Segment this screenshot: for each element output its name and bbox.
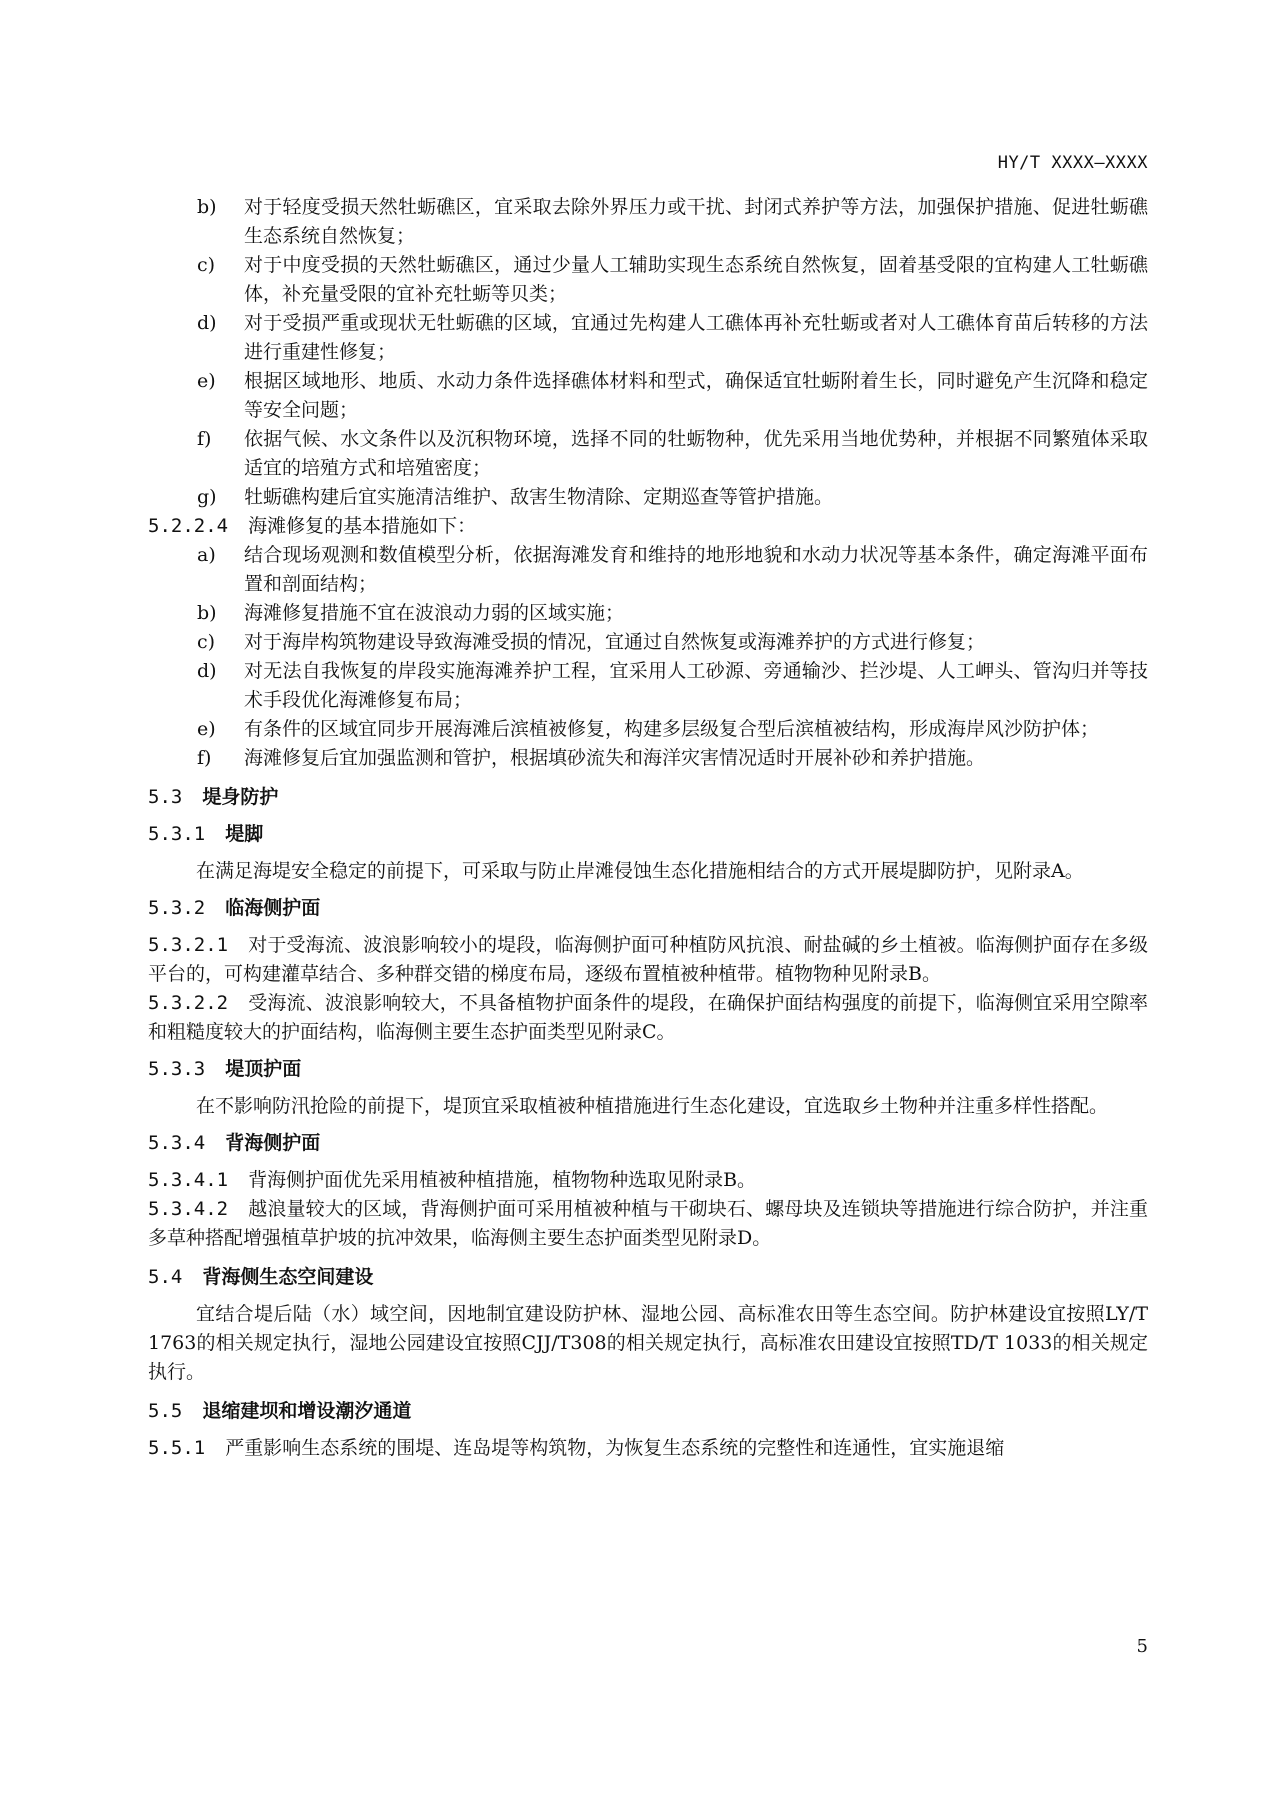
section-heading-5-4: 5.4 背海侧生态空间建设 <box>148 1266 374 1288</box>
list-item: b) 海滩修复措施不宜在波浪动力弱的区域实施； <box>197 602 625 624</box>
paragraph-5-3-3: 在不影响防汛抢险的前提下，堤顶宜采取植被种植措施进行生态化建设，宜选取乡土物种并注重多样性搭配。 <box>196 1095 1109 1117</box>
list-item: b) 对于轻度受损天然牡蛎礁区，宜采取去除外界压力或干扰、封闭式养护等方法，加强保护措施、促进牡蛎礁生态系统自然恢复； <box>197 196 1148 247</box>
list-item: c) 对于海岸构筑物建设导致海滩受损的情况，宜通过自然恢复或海滩养护的方式进行修复； <box>197 631 986 653</box>
list-item: e) 有条件的区域宜同步开展海滩后滨植被修复，构建多层级复合型后滨植被结构，形成海岸风沙防护体； <box>197 718 1100 740</box>
page-number: 5 <box>1136 1636 1148 1657</box>
paragraph-5-4: 宜结合堤后陆（水）域空间，因地制宜建设防护林、湿地公园、高标准农田等生态空间。防护林建设宜按照LY/T 1763的相关规定执行，湿地公园建设宜按照CJJ/T308的相关规定执行，高标准农田建设宜按照TD/T 1033的相关规定执行。 <box>148 1303 1148 1383</box>
oyster-reef-list <box>148 193 1148 512</box>
list-item: f) 海滩修复后宜加强监测和管护，根据填砂流失和海洋灾害情况适时开展补砂和养护措施。 <box>197 747 986 769</box>
clause-5-3-4-2: 5.3.4.2 越浪量较大的区域，背海侧护面可采用植被种植与干砌块石、螺母块及连锁块等措施进行综合防护，并注重多草种搭配增强植草护坡的抗冲效果，临海侧主要生态护面类型见附录D。 <box>148 1198 1148 1249</box>
beach-restoration-list <box>148 541 1148 773</box>
paragraph-5-3-1: 在满足海堤安全稳定的前提下，可采取与防止岸滩侵蚀生态化措施相结合的方式开展堤脚防护，见附录A。 <box>196 860 1084 882</box>
list-item: g) 牡蛎礁构建后宜实施清洁维护、敌害生物清除、定期巡查等管护措施。 <box>197 486 834 508</box>
clause-5-3-4-1: 5.3.4.1 背海侧护面优先采用植被种植措施，植物物种选取见附录B。 <box>148 1169 757 1191</box>
clause-5-5-1: 5.5.1 严重影响生态系统的围堤、连岛堤等构筑物，为恢复生态系统的完整性和连通性，宜实施退缩 <box>148 1437 1005 1459</box>
list-item: f) 依据气候、水文条件以及沉积物环境，选择不同的牡蛎物种，优先采用当地优势种，并根据不同繁殖体采取适宜的培殖方式和培殖密度； <box>197 428 1148 479</box>
section-heading-5-3-3: 5.3.3 堤顶护面 <box>148 1058 302 1080</box>
clause-5-3-2-2: 5.3.2.2 受海流、波浪影响较大，不具备植物护面条件的堤段，在确保护面结构强度的前提下，临海侧宜采用空隙率和粗糙度较大的护面结构，临海侧主要生态护面类型见附录C。 <box>148 992 1148 1043</box>
page-content <box>148 193 1148 1463</box>
list-item: d) 对于受损严重或现状无牡蛎礁的区域，宜通过先构建人工礁体再补充牡蛎或者对人工礁体育苗后转移的方法进行重建性修复； <box>197 312 1148 363</box>
section-heading-5-3-1: 5.3.1 堤脚 <box>148 823 264 845</box>
section-heading-5-3-2: 5.3.2 临海侧护面 <box>148 897 321 919</box>
list-item: e) 根据区域地形、地质、水动力条件选择礁体材料和型式，确保适宜牡蛎附着生长，同时避免产生沉降和稳定等安全问题； <box>197 370 1148 421</box>
section-heading-5-3-4: 5.3.4 背海侧护面 <box>148 1132 321 1154</box>
clause-5-3-2-1: 5.3.2.1 对于受海流、波浪影响较小的堤段，临海侧护面可种植防风抗浪、耐盐碱的乡土植被。临海侧护面存在多级平台的，可构建灌草结合、多种群交错的梯度布局，逐级布置植被种植带。植物物种见附录B。 <box>148 934 1148 985</box>
section-heading-5-3: 5.3 堤身防护 <box>148 786 279 808</box>
list-item: d) 对无法自我恢复的岸段实施海滩养护工程，宜采用人工砂源、旁通输沙、拦沙堤、人工岬头、管沟归并等技术手段优化海滩修复布局； <box>197 660 1148 711</box>
clause-5-2-2-4: 5.2.2.4 海滩修复的基本措施如下： <box>148 515 477 537</box>
list-item: a) 结合现场观测和数值模型分析，依据海滩发育和维持的地形地貌和水动力状况等基本条件，确定海滩平面布置和剖面结构； <box>197 544 1148 595</box>
list-item: c) 对于中度受损的天然牡蛎礁区，通过少量人工辅助实现生态系统自然恢复，固着基受限的宜构建人工牡蛎礁体，补充量受限的宜补充牡蛎等贝类； <box>197 254 1148 305</box>
standard-code-header: HY/T XXXX—XXXX <box>997 153 1148 173</box>
section-heading-5-5: 5.5 退缩建坝和增设潮汐通道 <box>148 1400 412 1422</box>
